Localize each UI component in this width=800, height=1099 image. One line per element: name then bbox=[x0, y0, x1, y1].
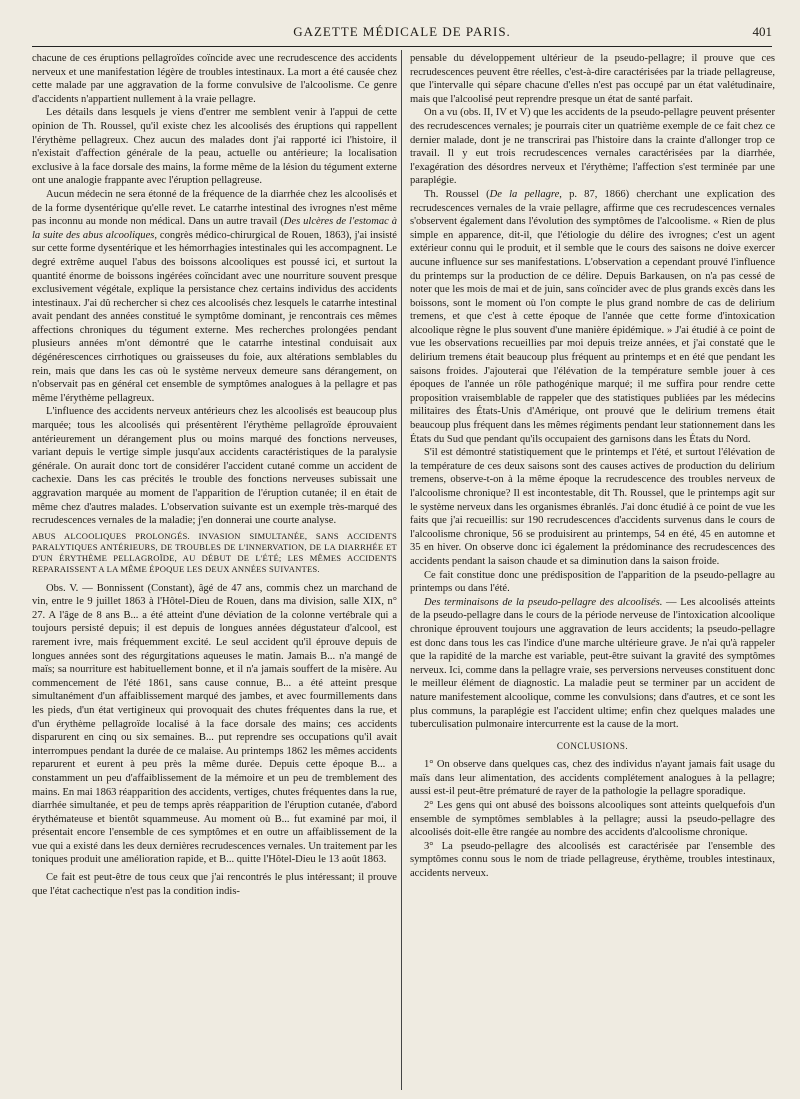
journal-title: GAZETTE MÉDICALE DE PARIS. bbox=[293, 24, 511, 39]
cited-title: Des ulcères de l'estomac à la suite des abus alcooliques bbox=[32, 216, 397, 241]
paragraph: On a vu (obs. II, IV et V) que les accidents de la pseudo-pellagre peuvent présenter des recrudescences vernales; je pourrais citer un quatrième exemple de ce fait chez ce dernier malade, dont je ne transcrirai pas l'histoire dans la crainte d'allonger trop ce travail. Il y eut trois recrudescences vernales caractérisées par la diarrhée, l'exagération des désordres nerveux et l'érythème; l'affection s'est terminée par une paraplégie. bbox=[410, 107, 775, 187]
conclusion-item: 1° On observe dans quelques cas, chez des individus n'ayant jamais fait usage du maïs dans leur alimentation, des accidents complétement analogues à la pellagre; aussi est-il peut-être prématuré de rayer de la pathologie la pellagre sporadique. bbox=[410, 759, 775, 798]
paragraph: pensable du développement ultérieur de la pseudo-pellagre; il prouve que ces recrudescences peuvent être réelles, c'est-à-dire caractérisées par la triade pellagreuse, que l'intervalle qui sépare chacune d'elles n'est pas occupé par un état valétudinaire, mais que l'alcoolisé peut reprendre presque un état de santé parfait. bbox=[410, 53, 775, 105]
text-run: Th. Roussel ( bbox=[424, 188, 490, 200]
page-number: 401 bbox=[752, 24, 772, 39]
left-column bbox=[32, 52, 397, 898]
paragraph: L'influence des accidents nerveux antérieurs chez les alcoolisés est beaucoup plus marquée; tous les alcoolisés qui présentèrent l'érythème pellagroïde éprouvaient antérieurement un dérangement plus ou moins marqué des fonctions nerveuses, variant depuis le vertige simple jusqu'aux accidents caractéristiques de la paralysie générale. On aurait donc tort de considérer l'accident cutané comme un accident de cachexie. Dans les cas précités le trouble des fonctions nerveuses subissait une aggravation marquée au moment de l'apparition de l'éruption cutanée; il en était de même chez d'autres malades. L'observation suivante est un exemple très-marqué des recrudescences vernales de la maladie; j'en donnerai une courte analyse. bbox=[32, 406, 397, 527]
paragraph: Ce fait est peut-être de tous ceux que j'ai rencontrés le plus intéressant; il prouve que l'état cachectique n'est pas la condition indis- bbox=[32, 872, 397, 897]
column-divider bbox=[401, 50, 402, 1090]
paragraph bbox=[410, 596, 775, 732]
text-run: — Les alcoolisés atteints de la pseudo-pellagre dans le cours de la période nerveuse de l'intoxication alcoolique chronique éprouvent toujours une aggravation de leurs accidents; la pseudo-pellagre est donc dans tous les cas l'indice d'une marche ultérieure grave. Je n'ai qu'à rappeler que la rapidité de la marche est variable, peut-être suivant la gravité des symptômes nerveux. Ici, comme dans la pellagre vraie, ses perversions nerveuses constituent donc le meilleur élément de diagnostic. La maladie peut se terminer par un accident de nature manifestement alcoolique, comme les convulsions; dans d'autres, et ce sont les plus communs, la paraplégie est l'accident ultime; enfin chez quelques malades une tuberculisation pulmonaire intercurrente est la cause de la mort. bbox=[410, 596, 776, 731]
page-header bbox=[32, 22, 772, 44]
header-rule bbox=[32, 46, 772, 47]
observation-heading: ABUS ALCOOLIQUES PROLONGÉS. INVASION SIMULTANÉE, SANS ACCIDENTS PARALYTIQUES ANTÉRIEURS, DE TROUBLES DE L'INNERVATION, DE LA DIARRHÉE ET D'UN ÉRYTHÈME PELLAGROÏDE, AU DÉBUT DE L'ÉTÉ; LES MÊMES ACCIDENTS REPARAISSENT A LA MÊME ÉPOQUE LES DEUX ANNÉES SUIVANTES. bbox=[32, 530, 397, 575]
paragraph: S'il est démontré statistiquement que le printemps et l'été, et surtout l'élévation de la température de ces deux saisons sont des causes actives de production du delirium tremens, observe-t-on à la même époque la recrudescence des troubles nerveux de l'alcoolisme chronique? Il est incontestable, dit Th. Roussel, que le printemps agit sur le système nerveux dans les organismes ébranlés. J'ai donc étudié à ce point de vue les faits que j'ai recueillis: sur 190 recrudescences d'accidents survenus dans le cours de l'alcoolisme chronique, 56 se produisirent au printemps, 54 en été, 45 en automne et 35 en hiver. On observe donc ici également la prédominance des recrudescences des accidents pendant la saison chaude et sa diminution dans la saison froide. bbox=[410, 447, 775, 567]
paragraph bbox=[32, 188, 397, 406]
text-run: Aucun médecin ne sera étonné de la fréquence de la diarrhée chez les alcoolisés et de la forme dysentérique qu'elle revet. Le catarrhe intestinal des ivrognes n'est même pas inconnu au monde non médical. Dans un autre travail ( bbox=[32, 188, 397, 228]
paragraph: Les détails dans lesquels je viens d'entrer me semblent venir à l'appui de cette opinion de Th. Roussel, qu'il existe chez les alcoolisés des éruptions qui rappellent l'érythème pellagreux. Chez aucun des malades dont j'ai rapporté ici l'histoire, il n'existait d'affection générale de la peau, actuelle ou antérieure; la localisation exclusive à la face dorsale des mains, la forme même de la lésion du tégument externe ont une analogie frappante avec l'éruption pellagreuse. bbox=[32, 107, 397, 187]
right-column bbox=[410, 52, 775, 881]
paragraph bbox=[410, 188, 775, 446]
text-run: , congrès médico-chirurgical de Rouen, 1863), j'ai insisté sur cette forme dysentérique et les hémorrhagies intestinales qui les accompagnent. Le degré extrême auquel l'abus des boissons alcooliques est poussé ici, et surtout la quantité énorme de boissons ingérées coïncidant avec une nourriture souvent presque exclusivement végétale, explique la persistance chez certains individus des accidents intestinaux. J'ai dû rechercher si chez ces alcoolisés chez lesquels le catarrhe intestinal avait pendant des années constitué le symptôme dominant, je rencontrais ces mêmes affections chroniques du tégument externe. Mes recherches prolongées pendant plusieurs années m'ont démontré que le catarrhe intestinal conduisait aux dégénérescences cirrhotiques ou graisseuses du foie, aux altérations semblables du rein, mais que dans les cas où le système nerveux demeure sans dérangement, on n'observait pas en général cet ensemble de symptômes analogues à la pellagre et pas même l'érythème pellagreux. bbox=[32, 229, 397, 404]
paragraph: Ce fait constitue donc une prédisposition de l'apparition de la pseudo-pellagre au printemps ou dans l'été. bbox=[410, 569, 775, 595]
observation-text: Obs. V. — Bonnissent (Constant), âgé de 47 ans, commis chez un marchand de vin, entre le 9 juillet 1863 à l'Hôtel-Dieu de Rouen, dans ma division, salle XIX, n° 27. A l'âge de 8 ans B... a été atteint d'une déviation de la colonne vertébrale qui a toujours persisté depuis; il est depuis de longues années dégustateur d'alcool, est rarement ivre, mais fréquemment excité. Le seul accident qu'il éprouve depuis de longues années sont des régurgitations aqueuses le matin. Jamais B... n'a mangé de maïs; sa nourriture est habituellement bonne, et il n'a jamais souffert de la misère. Au commencement de l'été 1861, sans cause connue, B... a été atteint presque simultanément d'un affaiblissement marqué des jambes, et avec fourmillements dans les pieds, d'un état vertigineux qui provoquait des chutes fréquentes dans la rue, et d'un érythème pellagroïde localisé à la face dorsale des mains; ces accidents disparurent en cinq ou six semaines. B... put reprendre ses occupations qu'il avait interrompues pendant la durée de ce malaise. Au printemps 1862 les mêmes accidents reparurent et eurent à peu près la même durée. Depuis cette époque B... a constamment un peu d'affaiblissement de la mémoire et un peu de tremblement des mains. En mai 1863 réapparition des accidents, vertiges, chutes fréquentes dans la rue, diarrhée simultanée, et peu de temps après réapparition de l'éruption cutanée, d'abord érythémateuse et bientôt squammeuse. Au moment où B... fut examiné par moi, il présentait encore l'ensemble de ces symptômes et en outre un affaiblissement de la vue qui a existé dans les deux dernières recrudescences vernales. Un traitement par les toniques produit une amélioration rapide, et B... quitte l'Hôtel-Dieu le 13 août 1863. bbox=[32, 582, 397, 866]
section-title: Des terminaisons de la pseudo-pellagre des alcoolisés. bbox=[424, 596, 663, 608]
conclusions-title: CONCLUSIONS. bbox=[556, 740, 629, 751]
cited-title: De la pellagre bbox=[489, 188, 560, 200]
paragraph: chacune de ces éruptions pellagroïdes coïncide avec une recrudescence des accidents nerveux et une manifestation légère de troubles intestinaux. La mort a été causée chez cette malade par une aggravation de la forme convulsive de l'alcoolisme. Ce genre d'accidents n'appartient nullement à la vraie pellagre. bbox=[32, 53, 397, 105]
conclusion-item: 2° Les gens qui ont abusé des boissons alcooliques sont atteints quelquefois d'un ensemble de symptômes semblables à la pellagre; aussi la pseudo-pellagre des alcoolisés doit-elle être rangée au nombre des accidents d'alcoolisme chronique. bbox=[410, 800, 775, 839]
conclusion-item: 3° La pseudo-pellagre des alcoolisés est caractérisée par l'ensemble des symptômes connu sous le nom de triade pellagreuse, érythème, troubles intestinaux, accidents nerveux. bbox=[410, 840, 775, 880]
text-run: , p. 87, 1866) cherchant une explication des recrudescences vernales de la vraie pellagre, affirme que ces recrudescences vernales s'observent également dans l'évolution des symptômes de l'alcoolisme. « Rien de plus simple en apparence, dit-il, que l'étiologie du délire des ivrognes; c'est un agent extérieur connu qui le produit, et il semble que le cours des saisons ne doive exercer aucune influence sur ses manifestations. L'observation a cependant prouvé l'influence du printemps sur la production de ce délire. Depuis Barkausen, on n'a pas cessé de noter que les mois de mai et de juin, sans coïncider avec de plus grands excès dans les boissons, sont le moment où l'on compte le plus grand nombre de cas de delirium tremens, et que c'est à cette époque de l'année que cette forme d'intoxication alcoolique règne le plus souvent d'une manière épidémique. » J'ai étudié à ce point de vue les observations recueillies par moi depuis treize années, et j'ai constaté que le delirium tremens était beaucoup plus fréquent au printemps et en été que pendant les saisons froides. J'ajouterai que l'élévation de la température semble jouer à ces époques de l'année un rôle pathogénique marqué; il me suffira pour rendre cette proposition vraisemblable de rappeler que des statistiques publiées par les médecins militaires des États-Unis d'Amérique, ont prouvé que le delirium tremens était beaucoup plus fréquent dans les mêmes régiments pendant leur stationnement dans les États du Sud que pendant qu'ils occupaient des garnisons dans les États du Nord. bbox=[410, 188, 776, 445]
